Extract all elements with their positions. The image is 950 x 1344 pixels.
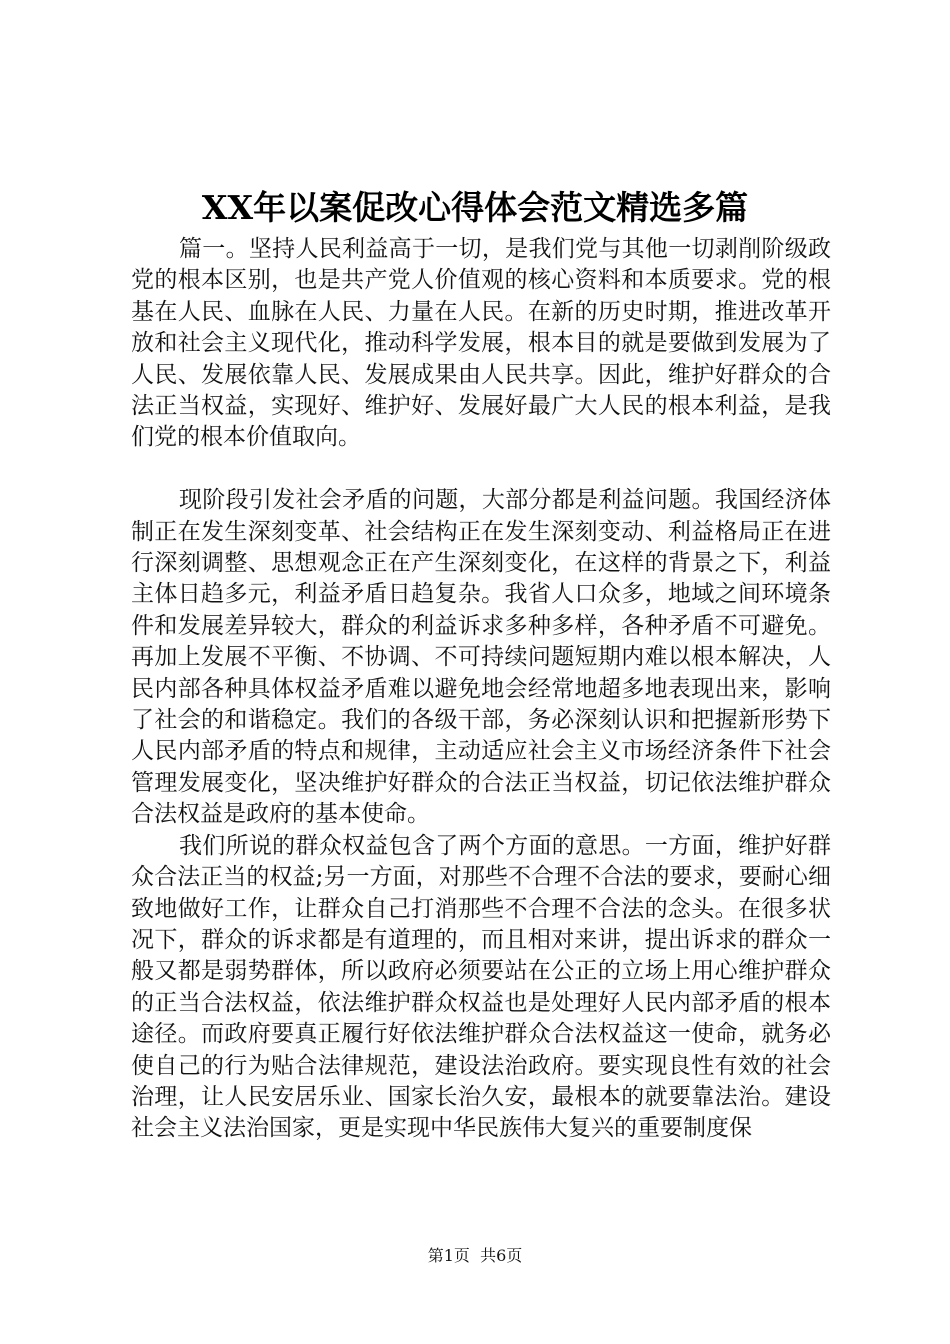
page-total: 共6页 — [480, 1246, 523, 1265]
paragraph-3: 我们所说的群众权益包含了两个方面的意思。一方面，维护好群众合法正当的权益;另一方面，对那些不合理不合法的要求，要耐心细致地做好工作，让群众自己打消那些不合理不合法的念头。在很多状况下，群众的诉求都是有道理的，而且相对来讲，提出诉求的群众一般又都是弱势群体，所以政府必须要站在公正的立场上用心维护群众的正当合法权益，依法维护群众权益也是处理好人民内部矛盾的根本途径。而政府要真正履行好依法维护群众合法权益这一使命，就务必使自己的行为贴合法律规范，建设法治政府。要实现良性有效的社会治理，让人民安居乐业、国家长治久安，最根本的就要靠法治。建设社会主义法治国家，更是实现中华民族伟大复兴的重要制度保 — [131, 832, 831, 1142]
paragraph-spacer — [131, 454, 831, 485]
page-footer — [0, 1244, 950, 1268]
footer-separator — [470, 1246, 480, 1265]
document-title: XX年以案促改心得体会范文精选多篇 — [201, 188, 749, 227]
document-body — [131, 234, 831, 1145]
page-number: 第1页 — [427, 1246, 470, 1265]
paragraph-1: 篇一。坚持人民利益高于一切，是我们党与其他一切剥削阶级政党的根本区别，也是共产党人价值观的核心资料和本质要求。党的根基在人民、血脉在人民、力量在人民。在新的历史时期，推进改革开放和社会主义现代化，推动科学发展，根本目的就是要做到发展为了人民、发展依靠人民、发展成果由人民共享。因此，维护好群众的合法正当权益，实现好、维护好、发展好最广大人民的根本利益，是我们党的根本价值取向。 — [131, 236, 831, 451]
paragraph-2: 现阶段引发社会矛盾的问题，大部分都是利益问题。我国经济体制正在发生深刻变革、社会结构正在发生深刻变动、利益格局正在进行深刻调整、思想观念正在产生深刻变化，在这样的背景之下，利益主体日趋多元，利益矛盾日趋复杂。我省人口众多，地域之间环境条件和发展差异较大，群众的利益诉求多种多样，各种矛盾不可避免。再加上发展不平衡、不协调、不可持续问题短期内难以根本解决，人民内部各种具体权益矛盾难以避免地会经常地超多地表现出来，影响了社会的和谐稳定。我们的各级干部，务必深刻认识和把握新形势下人民内部矛盾的特点和规律，主动适应社会主义市场经济条件下社会管理发展变化，坚决维护好群众的合法正当权益，切记依法维护群众合法权益是政府的基本使命。 — [131, 487, 831, 828]
